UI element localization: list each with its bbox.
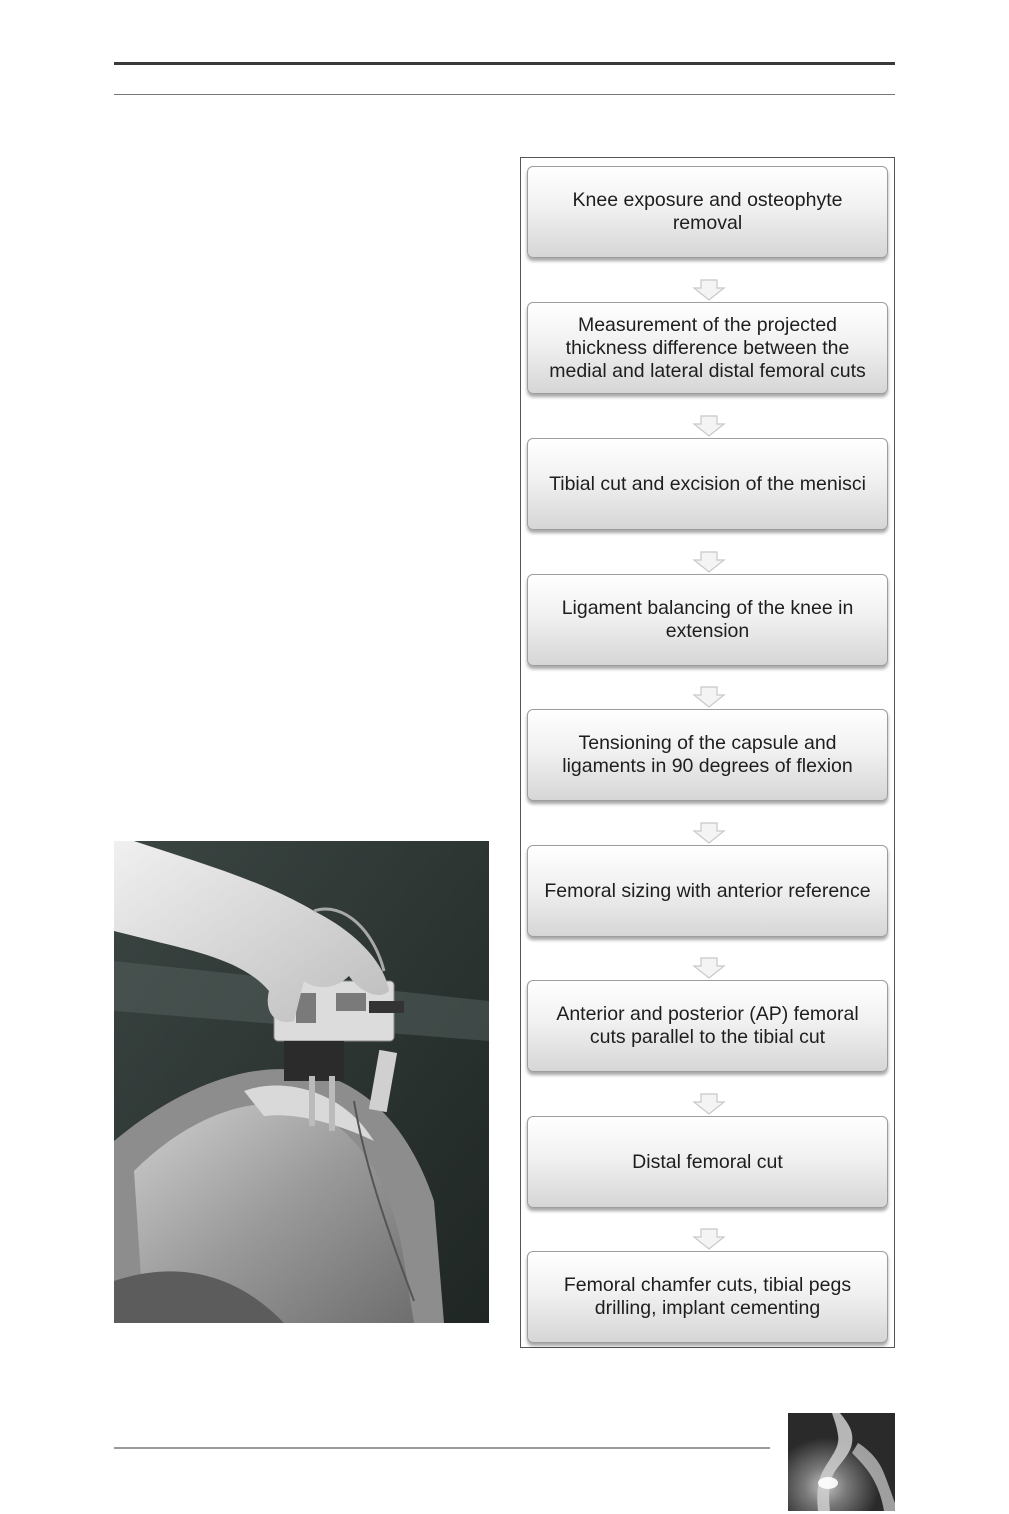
surgical-steps-flowchart [520,157,895,1348]
flow-step-9: Femoral chamfer cuts, tibial pegs drilling, implant cementing [527,1251,888,1343]
flow-arrow-1 [692,279,726,301]
flow-step-6: Femoral sizing with anterior reference [527,845,888,937]
flow-step-7: Anterior and posterior (AP) femoral cuts parallel to the tibial cut [527,980,888,1072]
running-leg-logo [788,1413,895,1511]
flow-arrow-5 [692,822,726,844]
flow-step-1: Knee exposure and osteophyte removal [527,166,888,258]
header-rule-second [114,94,895,95]
flow-step-8: Distal femoral cut [527,1116,888,1208]
flow-arrow-3 [692,551,726,573]
flow-arrow-6 [692,957,726,979]
flow-step-3: Tibial cut and excision of the menisci [527,438,888,530]
flow-step-4: Ligament balancing of the knee in extension [527,574,888,666]
flow-arrow-2 [692,415,726,437]
flow-arrow-7 [692,1093,726,1115]
header-rule-top [114,62,895,65]
footer-rule [114,1447,770,1449]
surgical-photo [114,841,489,1323]
flow-step-2: Measurement of the projected thickness difference between the medial and lateral distal femoral cuts [527,302,888,394]
flow-step-5: Tensioning of the capsule and ligaments in 90 degrees of flexion [527,709,888,801]
flow-arrow-4 [692,686,726,708]
flow-arrow-8 [692,1228,726,1250]
